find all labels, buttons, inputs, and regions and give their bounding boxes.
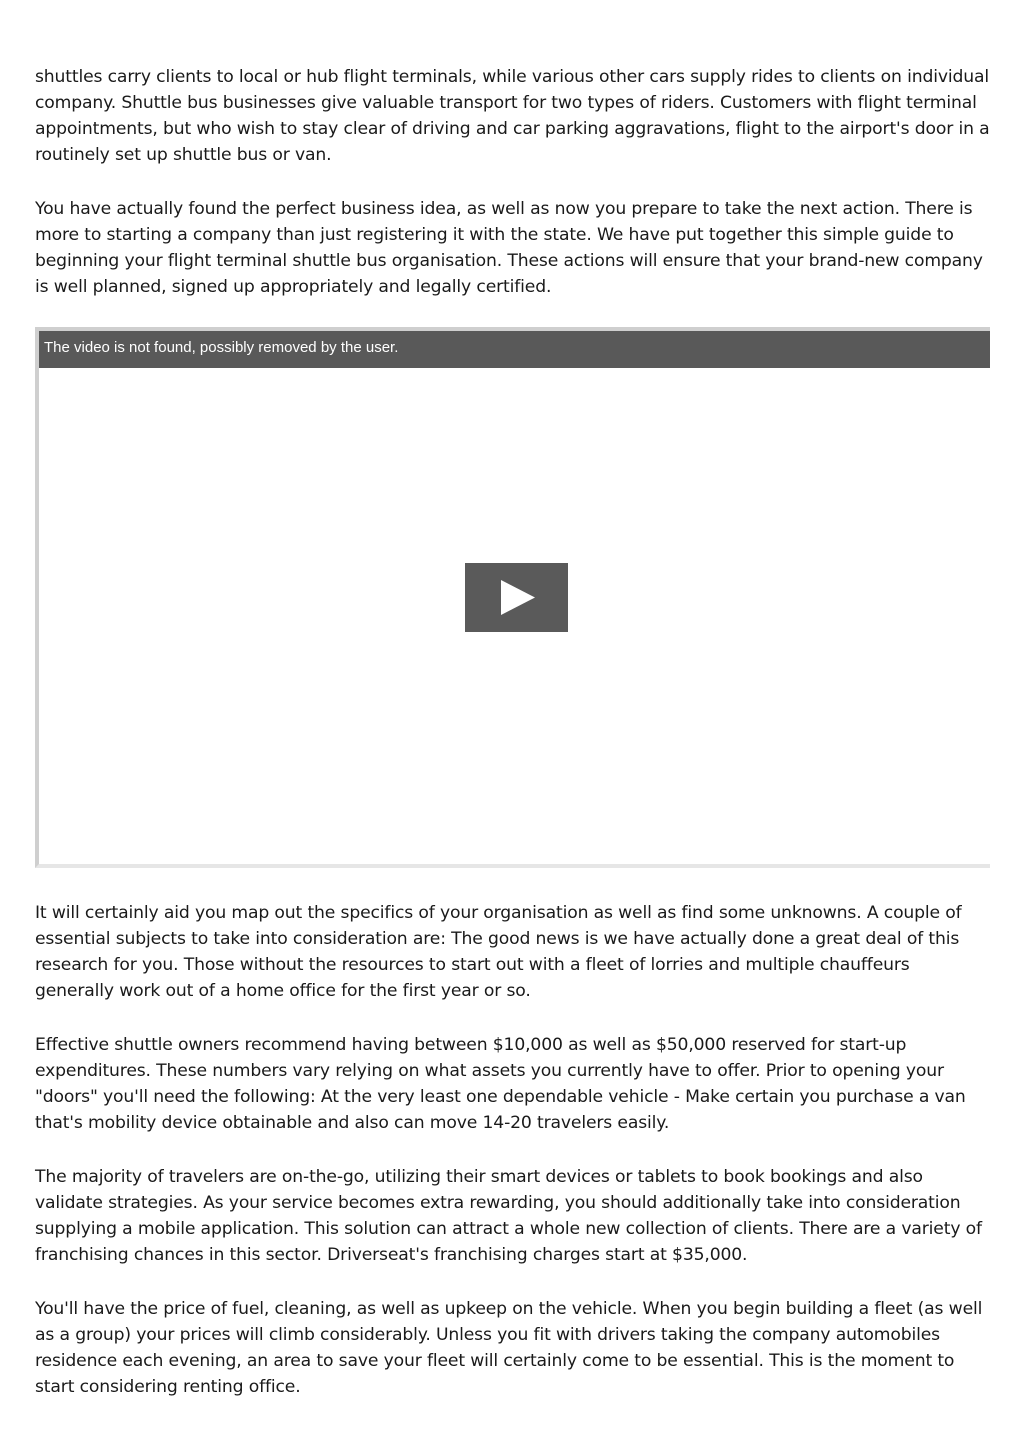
video-error-message: The video is not found, possibly removed by the user. bbox=[44, 339, 399, 356]
paragraph-intro: shuttles carry clients to local or hub flight terminals, while various other cars supply rides to clients on individual company. Shuttle bus businesses give valuable transport for two types of riders. Customers with flight terminal appointments, but who wish to stay clear of driving and car parking aggravations, flight to the airport's door in a routinely set up shuttle bus or van. bbox=[35, 67, 990, 165]
video-embed[interactable] bbox=[35, 327, 990, 868]
play-icon bbox=[465, 563, 568, 632]
play-button[interactable] bbox=[465, 563, 568, 632]
paragraph-startup-costs: Effective shuttle owners recommend having between $10,000 as well as $50,000 reserved for start-up expenditures. These numbers vary relying on what assets you currently have to offer. Prior to opening your "doors" you'll need the following: At the very least one dependable vehicle - Make certain you purchase a van that's mobility device obtainable and also can move 14-20 travelers easily. bbox=[35, 1035, 966, 1133]
paragraph-travelers: The majority of travelers are on-the-go, utilizing their smart devices or tablets to book bookings and also validate strategies. As your service becomes extra rewarding, you should additionally take into consideration supplying a mobile application. This solution can attract a whole new collection of clients. There are a variety of franchising chances in this sector. Driverseat's franchising charges start at $35,000. bbox=[35, 1167, 982, 1265]
paragraph-specifics: It will certainly aid you map out the specifics of your organisation as well as find some unknowns. A couple of essential subjects to take into consideration are: The good news is we have actually done a great deal of this research for you. Those without the resources to start out with a fleet of lorries and multiple chauffeurs generally work out of a home office for the first year or so. bbox=[35, 903, 962, 1001]
paragraph-operating-costs: You'll have the price of fuel, cleaning, as well as upkeep on the vehicle. When you begin building a fleet (as well as a group) your prices will climb considerably. Unless you fit with drivers taking the company automobiles residence each evening, an area to save your fleet will certainly come to be essential. This is the moment to start considering renting office. bbox=[35, 1299, 983, 1397]
video-error-bar bbox=[39, 331, 990, 368]
paragraph-business-idea: You have actually found the perfect business idea, as well as now you prepare to take the next action. There is more to starting a company than just registering it with the state. We have put together this simple guide to beginning your flight terminal shuttle bus organisation. These actions will ensure that your brand-new company is well planned, signed up appropriately and legally certified. bbox=[35, 199, 983, 297]
